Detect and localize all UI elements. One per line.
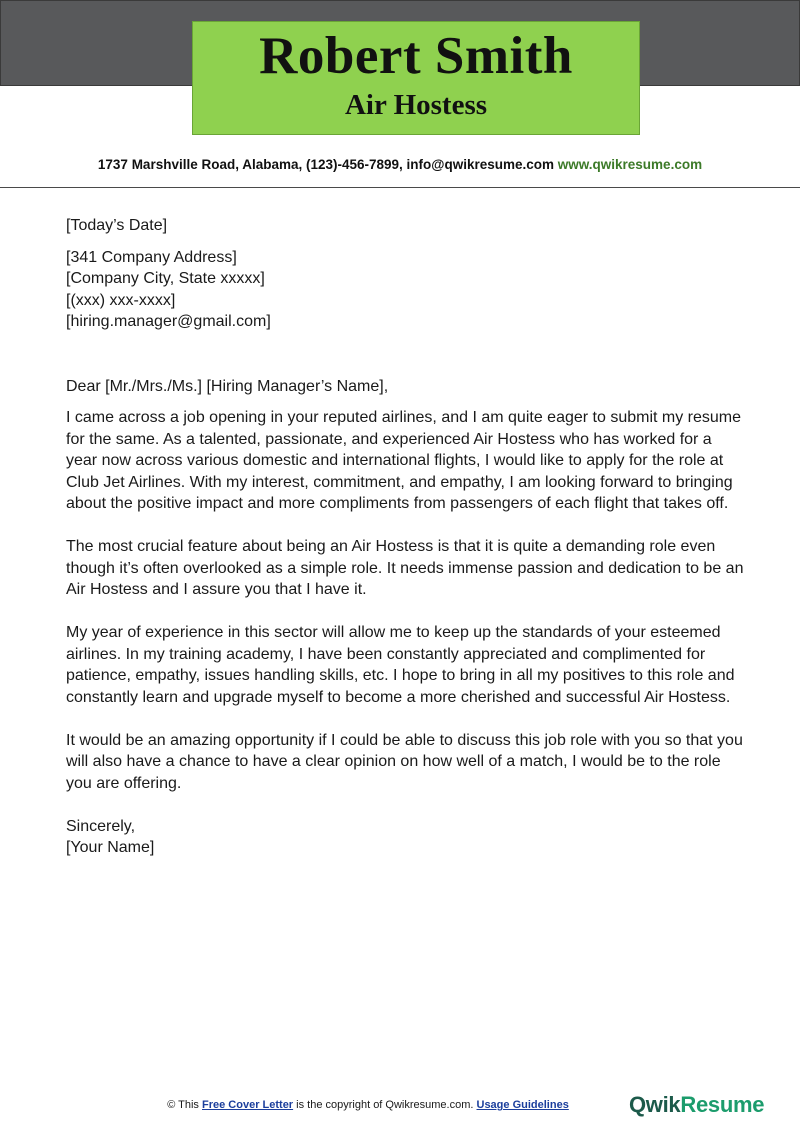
address-line: [341 Company Address]: [66, 248, 237, 266]
address-line: [hiring.manager@gmail.com]: [66, 313, 271, 330]
paragraph-2: The most crucial feature about being an Air Hostess is that it is quite a demanding role even though it’s often overlooked as a simple role. It needs immense passion and dedication to be an Air Hostess and I assure you that I have it.: [66, 538, 744, 598]
contact-line: [0, 157, 800, 172]
usage-guidelines-link[interactable]: Usage Guidelines: [476, 1099, 569, 1111]
name-banner: [192, 21, 640, 135]
closing: Sincerely,: [66, 817, 136, 835]
website-link[interactable]: www.qwikresume.com: [557, 157, 703, 172]
logo-qwik: Qwik: [629, 1092, 681, 1117]
address-line: [Company City, State xxxxx]: [66, 270, 265, 287]
footer-middle: is the copyright of Qwikresume.com.: [293, 1099, 477, 1111]
paragraph-4: It would be an amazing opportunity if I could be able to discuss this job role with you so that you will also have a chance to have a clear opinion on how well of a match, I would be to the role you are offering.: [66, 731, 743, 792]
signature: [Your Name]: [66, 839, 155, 856]
job-title: Air Hostess: [344, 89, 488, 121]
header-divider: [0, 187, 800, 188]
address-line: [(xxx) xxx-xxxx]: [66, 291, 176, 309]
logo-resume: Resume: [680, 1092, 765, 1117]
footer-copyright: [0, 1099, 736, 1111]
letter-date: [Today’s Date]: [66, 217, 168, 234]
qwikresume-logo: [629, 1092, 764, 1118]
paragraph-3: My year of experience in this sector will allow me to keep up the standards of your esteemed airlines. In my training academy, I have been constantly appreciated and complimented for patience, empathy, issues handling skills, etc. I hope to bring in all my positives to this role and constantly learn and upgrade myself to become a more cherished and successful Air Hostess.: [66, 624, 735, 706]
footer-prefix: © This: [167, 1099, 202, 1111]
letter-body: [66, 215, 746, 859]
free-cover-letter-link[interactable]: Free Cover Letter: [202, 1099, 294, 1111]
contact-details: 1737 Marshville Road, Alabama, (123)-456-7899, info@qwikresume.com: [97, 157, 555, 172]
recipient-address: [66, 247, 746, 333]
candidate-name: Robert Smith: [259, 27, 573, 85]
salutation: Dear [Mr./Mrs./Ms.] [Hiring Manager’s Name],: [66, 377, 389, 395]
paragraph-1: I came across a job opening in your reputed airlines, and I am quite eager to submit my resume for the same. As a talented, passionate, and experienced Air Hostess who has worked for a year now across various domestic and international flights, I would like to apply for the role at Club Jet Airlines. With my interest, commitment, and empathy, I am looking forward to bringing about the positive impact and more compliments from passengers of each flight that takes off.: [66, 409, 742, 512]
